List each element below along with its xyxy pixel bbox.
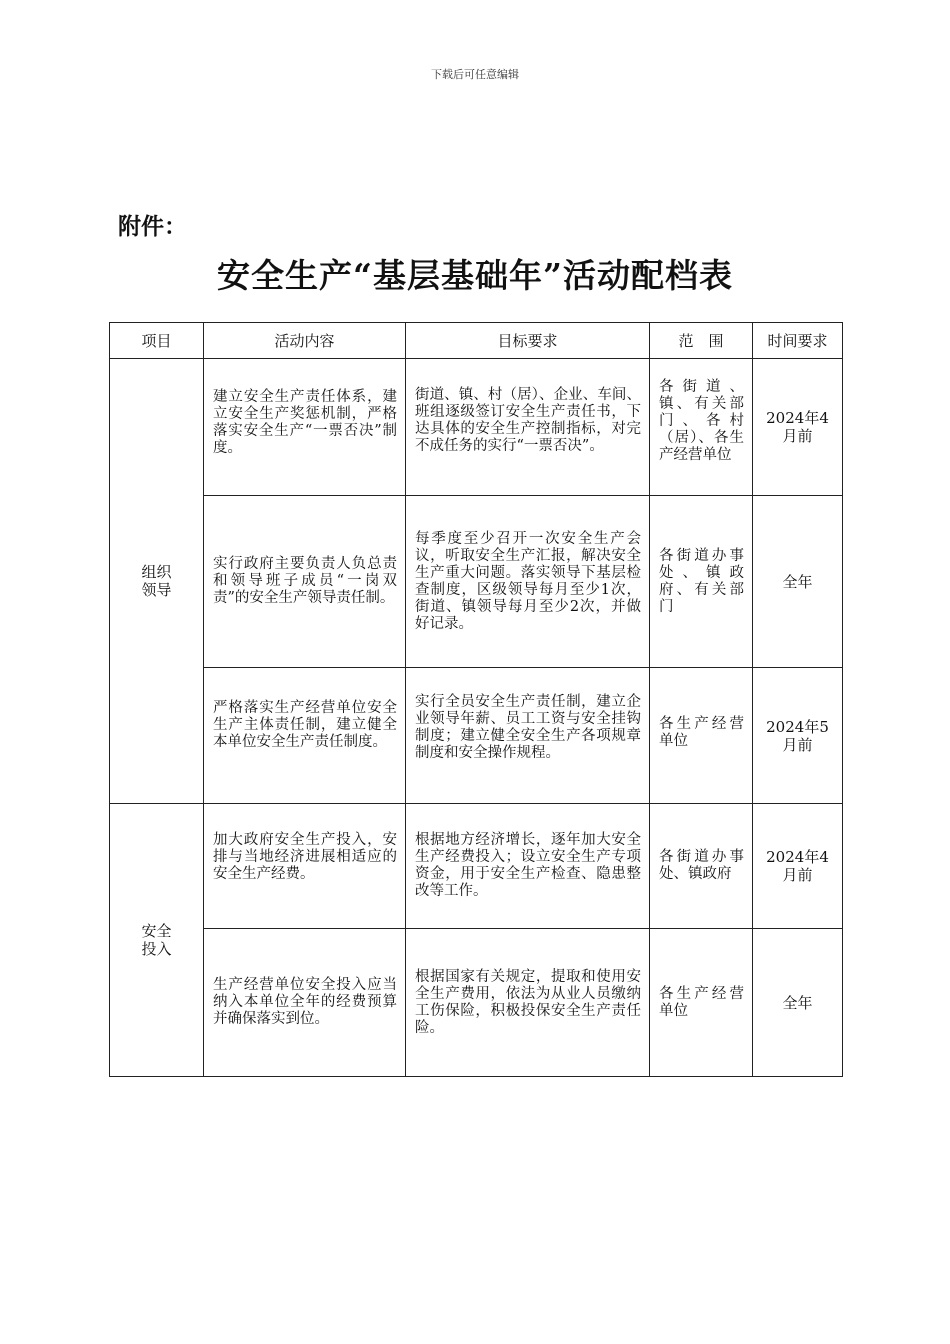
category-cell — [110, 804, 204, 1077]
header-note: 下载后可任意编辑 — [431, 68, 519, 81]
time-cell: 2024年5 月前 — [753, 668, 843, 804]
scope-cell: 各生产经营单位 — [650, 929, 753, 1077]
table-row — [110, 929, 843, 1077]
content-cell: 实行政府主要负责人负总责和领导班子成员“一岗双责”的安全生产领导责任制。 — [204, 496, 406, 668]
table-row — [110, 359, 843, 496]
document-title: 安全生产“基层基础年”活动配档表 — [217, 256, 733, 295]
content-cell: 加大政府安全生产投入，安排与当地经济进展相适应的安全生产经费。 — [204, 804, 406, 929]
content-cell: 生产经营单位安全投入应当纳入本单位全年的经费预算并确保落实到位。 — [204, 929, 406, 1077]
content-cell: 建立安全生产责任体系，建立安全生产奖惩机制，严格落实安全生产“一票否决”制度。 — [204, 359, 406, 496]
target-cell: 街道、镇、村（居）、企业、车间、班组逐级签订安全生产责任书，下达具体的安全生产控制指标，对完不成任务的实行“一票否决”。 — [406, 359, 650, 496]
scope-cell: 各生产经营单位 — [650, 668, 753, 804]
header-target: 目标要求 — [406, 323, 650, 359]
scope-cell: 各街道、镇、有关部门、各村（居）、各生产经营单位 — [650, 359, 753, 496]
table-header-row — [110, 323, 843, 359]
target-cell: 每季度至少召开一次安全生产会议，听取安全生产汇报，解决安全生产重大问题。落实领导下基层检查制度，区级领导每月至少1次，街道、镇领导每月至少2次，并做好记录。 — [406, 496, 650, 668]
target-cell: 实行全员安全生产责任制，建立企业领导年薪、员工工资与安全挂钩制度；建立健全安全生产各项规章制度和安全操作规程。 — [406, 668, 650, 804]
category-label: 安全 投入 — [141, 922, 172, 958]
table-row — [110, 496, 843, 668]
time-cell: 全年 — [753, 496, 843, 668]
target-cell: 根据国家有关规定，提取和使用安全生产费用，依法为从业人员缴纳工伤保险，积极投保安全生产责任险。 — [406, 929, 650, 1077]
category-label: 组织 领导 — [141, 563, 172, 599]
content-cell: 严格落实生产经营单位安全生产主体责任制，建立健全本单位安全生产责任制度。 — [204, 668, 406, 804]
header-scope: 范 围 — [650, 323, 753, 359]
target-cell: 根据地方经济增长，逐年加大安全生产经费投入；设立安全生产专项资金，用于安全生产检查、隐患整改等工作。 — [406, 804, 650, 929]
time-cell: 全年 — [753, 929, 843, 1077]
category-cell — [110, 359, 204, 804]
header-item: 项目 — [110, 323, 204, 359]
time-cell: 2024年4 月前 — [753, 359, 843, 496]
scope-cell: 各街道办事处、镇政府、有关部门 — [650, 496, 753, 668]
scope-cell: 各街道办事处、镇政府 — [650, 804, 753, 929]
activity-schedule-table — [109, 322, 843, 1077]
table-row — [110, 668, 843, 804]
header-content: 活动内容 — [204, 323, 406, 359]
attachment-label: 附件： — [118, 214, 187, 240]
time-cell: 2024年4 月前 — [753, 804, 843, 929]
header-time: 时间要求 — [753, 323, 843, 359]
table-row — [110, 804, 843, 929]
